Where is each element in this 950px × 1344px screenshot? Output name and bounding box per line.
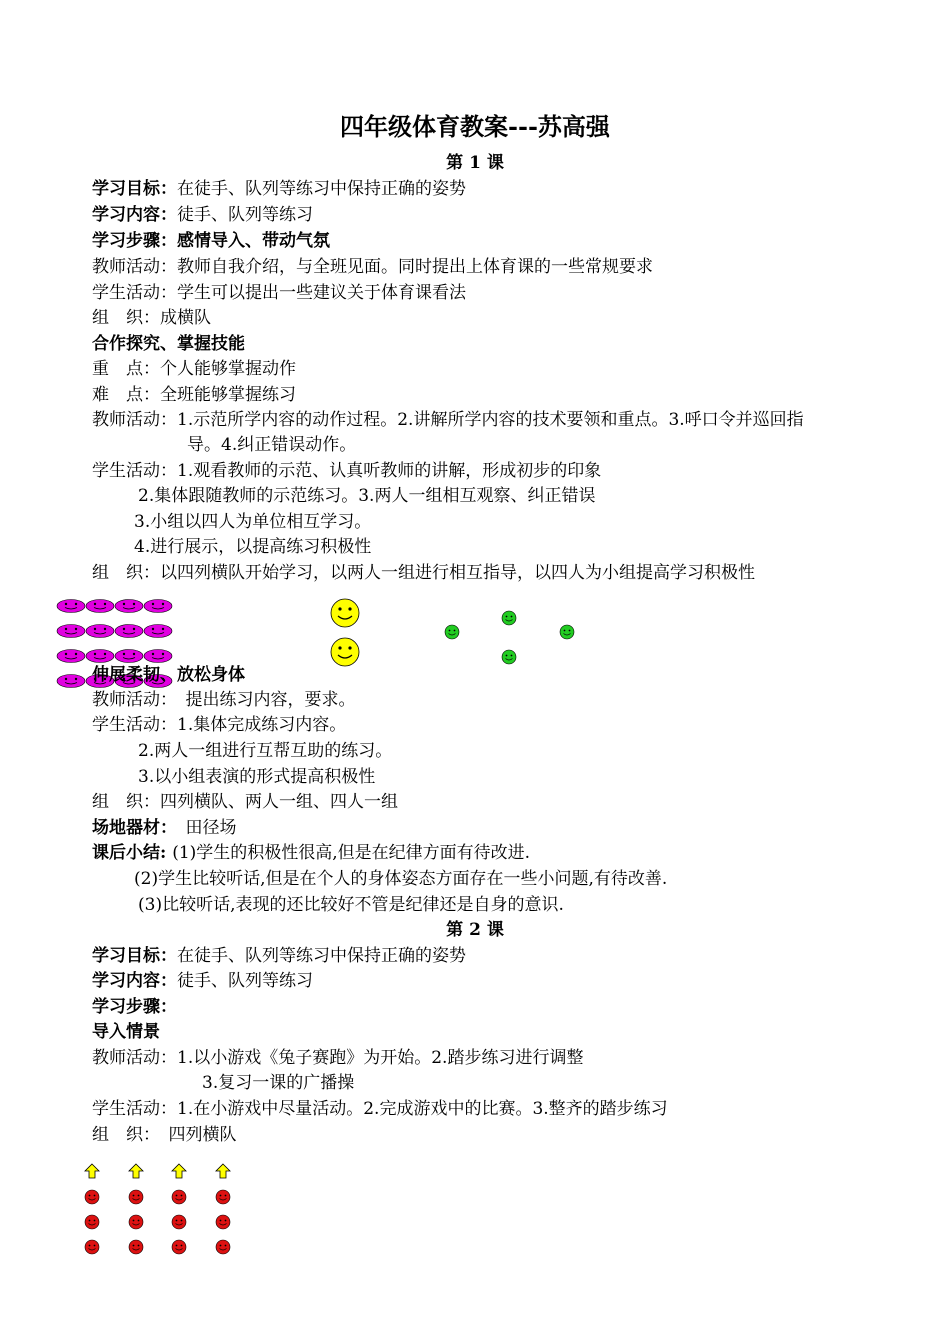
lesson1-difficulty: 难 点：全班能够掌握练习 (92, 385, 296, 405)
lesson1-student3b: 2.两人一组进行互帮互助的练习。 (138, 741, 393, 761)
lesson1-student2b: 2.集体跟随教师的示范练习。3.两人一组相互观察、纠正错误 (138, 486, 596, 506)
smiley-face-icon (57, 625, 172, 638)
smiley-face-icon (85, 1190, 230, 1204)
lesson1-student1: 学生活动：学生可以提出一些建议关于体育课看法 (92, 283, 466, 303)
lesson1-teacher3: 教师活动： 提出练习内容，要求。 (92, 690, 356, 710)
lesson1-content: 学习内容：徒手、队列等练习 (92, 205, 313, 225)
lesson1-student2d: 4.进行展示，以提高练习积极性 (134, 537, 372, 557)
page-title: 四年级体育教案---苏高强 (340, 112, 610, 141)
lesson2-org1: 组 织： 四列横队 (92, 1125, 237, 1145)
lesson1-org2: 组 织：以四列横队开始学习，以两人一组进行相互指导，以四人为小组提高学习积极性 (92, 563, 755, 583)
lesson2-steps: 学习步骤： (92, 997, 177, 1017)
arrow-up-icon (85, 1164, 230, 1178)
lesson1-steps: 学习步骤：感情导入、带动气氛 (92, 231, 330, 251)
lesson1-teacher2a: 教师活动：1.示范所学内容的动作过程。2.讲解所学内容的技术要领和重点。3.呼口令并巡回指 (92, 410, 804, 430)
lesson1-org1: 组 织：成横队 (92, 308, 211, 328)
lesson1-org3: 组 织：四列横队、两人一组、四人一组 (92, 792, 398, 812)
group-formation-icon (440, 607, 580, 667)
lesson1-section2: 合作探究、掌握技能 (92, 334, 245, 354)
lesson2-student1: 学生活动：1.在小游戏中尽量活动。2.完成游戏中的比赛。3.整齐的踏步练习 (92, 1099, 668, 1119)
lesson1-summary3: (3)比较听话,表现的还比较好不管是纪律还是自身的意识. (138, 895, 564, 915)
smiley-face-icon (57, 650, 172, 663)
lesson2-heading: 第 2 课 (446, 920, 504, 940)
lesson2-goal: 学习目标：在徒手、队列等练习中保持正确的姿势 (92, 946, 466, 966)
lesson2-content: 学习内容：徒手、队列等练习 (92, 971, 313, 991)
lesson1-goal: 学习目标：在徒手、队列等练习中保持正确的姿势 (92, 179, 466, 199)
lesson2-section1: 导入情景 (92, 1022, 160, 1042)
lesson2-teacher1b: 3.复习一课的广播操 (202, 1073, 355, 1093)
lesson1-student3a: 学生活动：1.集体完成练习内容。 (92, 715, 347, 735)
lesson2-teacher1a: 教师活动：1.以小游戏《兔子赛跑》为开始。2.踏步练习进行调整 (92, 1048, 584, 1068)
lesson1-section3: 伸展柔韧、放松身体 (92, 665, 245, 685)
lesson1-key: 重 点：个人能够掌握动作 (92, 359, 296, 379)
lesson1-teacher1: 教师活动：教师自我介绍，与全班见面。同时提出上体育课的一些常规要求 (92, 257, 653, 277)
smiley-face-icon (57, 600, 172, 613)
teacher-smiley-icon (329, 597, 361, 629)
smiley-face-icon (85, 1215, 230, 1229)
lesson1-student2a: 学生活动：1.观看教师的示范、认真听教师的讲解，形成初步的印象 (92, 461, 602, 481)
lesson1-student3c: 3.以小组表演的形式提高积极性 (138, 767, 376, 787)
teacher-smiley-icon (329, 636, 361, 668)
lesson1-student2c: 3.小组以四人为单位相互学习。 (134, 512, 372, 532)
lesson1-teacher2b: 导。4.纠正错误动作。 (187, 435, 357, 455)
lesson1-equipment: 场地器材： 田径场 (92, 818, 237, 838)
lesson1-heading: 第 1 课 (446, 153, 504, 173)
lesson1-summary1: 课后小结: (1)学生的积极性很高,但是在纪律方面有待改进. (92, 843, 531, 863)
smiley-face-icon (85, 1240, 230, 1254)
lesson1-summary2: (2)学生比较听话,但是在个人的身体姿态方面存在一些小问题,有待改善. (134, 869, 668, 889)
formation-diagram-2 (82, 1160, 242, 1260)
